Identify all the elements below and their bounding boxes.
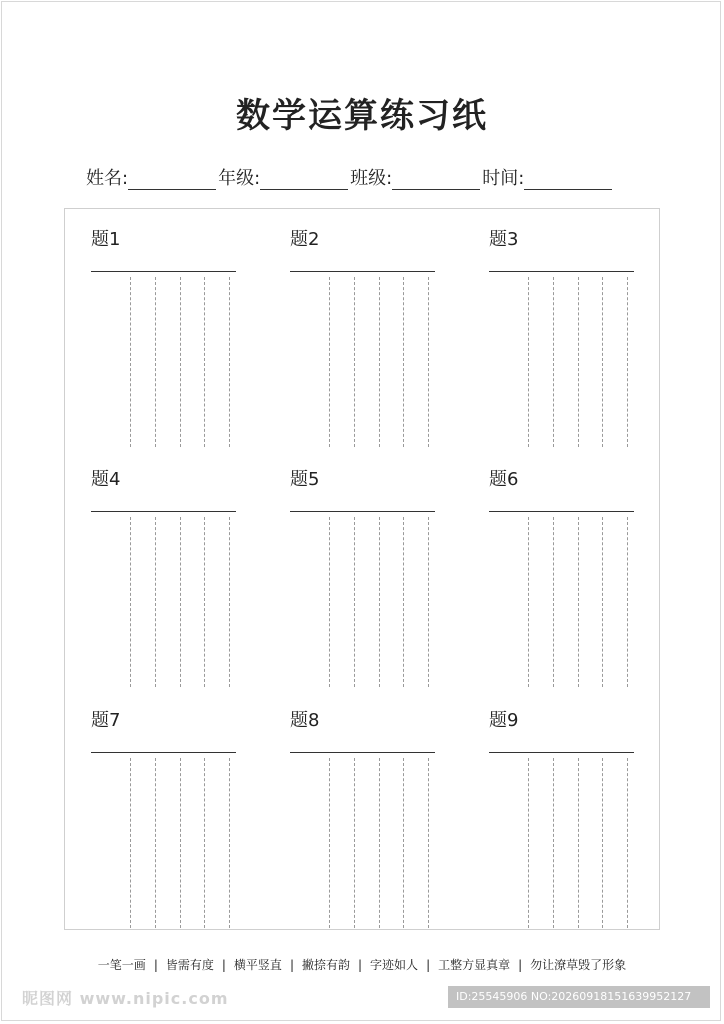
dashed-guide-line: [180, 277, 181, 447]
time-label: 时间:: [482, 168, 525, 189]
dashed-guide-line: [180, 758, 181, 928]
class-blank-line[interactable]: [392, 169, 480, 190]
dashed-guide-line: [155, 758, 156, 928]
class-field[interactable]: [350, 164, 482, 190]
footer-motto: 一笔一画: [97, 958, 146, 972]
footer-separator: |: [518, 958, 523, 972]
dashed-guide-line: [379, 517, 380, 687]
problem-cell: [91, 465, 236, 695]
problem-cell: [489, 706, 634, 936]
dashed-guide-line: [329, 517, 330, 687]
grade-field[interactable]: [218, 164, 350, 190]
dashed-guide-line: [428, 517, 429, 687]
dashed-guide-line: [553, 277, 554, 447]
dashed-guide-line: [130, 277, 131, 447]
dashed-guide-line: [403, 277, 404, 447]
name-label: 姓名:: [86, 168, 129, 189]
problem-underline: [489, 511, 634, 512]
problem-underline: [290, 752, 435, 753]
problem-underline: [290, 511, 435, 512]
problem-label: 题1: [91, 229, 121, 250]
problem-cell: [290, 225, 435, 455]
footer-motto: 皆需有度: [165, 958, 214, 972]
dashed-guide-line: [329, 758, 330, 928]
nipic-watermark: 昵图网 www.nipic.com: [22, 989, 229, 1008]
problem-cell: [290, 465, 435, 695]
footer-separator: |: [221, 958, 226, 972]
name-blank-line[interactable]: [128, 169, 216, 190]
dashed-guide-line: [528, 517, 529, 687]
problem-label: 题7: [91, 710, 121, 731]
problem-label: 题6: [489, 469, 519, 490]
problem-label: 题3: [489, 229, 519, 250]
grade-label: 年级:: [218, 168, 261, 189]
dashed-guide-line: [403, 517, 404, 687]
problem-cell: [489, 465, 634, 695]
problem-cell: [489, 225, 634, 455]
footer-motto: 横平竖直: [233, 958, 282, 972]
dashed-guide-line: [553, 758, 554, 928]
dashed-guide-line: [578, 277, 579, 447]
dashed-guide-line: [627, 517, 628, 687]
problem-label: 题5: [290, 469, 320, 490]
dashed-guide-line: [130, 517, 131, 687]
dashed-guide-line: [528, 758, 529, 928]
dashed-guide-line: [602, 277, 603, 447]
problem-underline: [489, 752, 634, 753]
dashed-guide-line: [428, 277, 429, 447]
dashed-guide-line: [155, 517, 156, 687]
class-label: 班级:: [350, 168, 393, 189]
footer-separator: |: [358, 958, 363, 972]
problem-label: 题4: [91, 469, 121, 490]
page-title: 数学运算练习纸: [236, 96, 488, 136]
dashed-guide-line: [229, 758, 230, 928]
dashed-guide-line: [627, 758, 628, 928]
dashed-guide-line: [229, 277, 230, 447]
dashed-guide-line: [204, 277, 205, 447]
time-blank-line[interactable]: [524, 169, 612, 190]
dashed-guide-line: [627, 277, 628, 447]
footer-separator: |: [289, 958, 294, 972]
dashed-guide-line: [602, 758, 603, 928]
student-info-row: [86, 164, 646, 190]
footer-motto: 字迹如人: [370, 958, 419, 972]
dashed-guide-line: [578, 758, 579, 928]
dashed-guide-line: [354, 517, 355, 687]
dashed-guide-line: [428, 758, 429, 928]
dashed-guide-line: [229, 517, 230, 687]
footer-motto: 勿让潦草毁了形象: [530, 958, 627, 972]
time-field[interactable]: [482, 164, 614, 190]
problem-underline: [290, 271, 435, 272]
dashed-guide-line: [578, 517, 579, 687]
dashed-guide-line: [204, 758, 205, 928]
dashed-guide-line: [130, 758, 131, 928]
problem-cell: [290, 706, 435, 936]
grade-blank-line[interactable]: [260, 169, 348, 190]
name-field[interactable]: [86, 164, 218, 190]
problem-underline: [91, 752, 236, 753]
dashed-guide-line: [329, 277, 330, 447]
problem-label: 题2: [290, 229, 320, 250]
footer-motto: 撇捺有韵: [301, 958, 350, 972]
dashed-guide-line: [379, 277, 380, 447]
dashed-guide-line: [354, 277, 355, 447]
dashed-guide-line: [204, 517, 205, 687]
dashed-guide-line: [528, 277, 529, 447]
dashed-guide-line: [602, 517, 603, 687]
dashed-guide-line: [155, 277, 156, 447]
footer-mottos: [0, 956, 724, 973]
dashed-guide-line: [403, 758, 404, 928]
footer-separator: |: [153, 958, 158, 972]
footer-motto: 工整方显真章: [438, 958, 511, 972]
problem-label: 题8: [290, 710, 320, 731]
problem-cell: [91, 706, 236, 936]
problem-underline: [91, 271, 236, 272]
problem-underline: [91, 511, 236, 512]
footer-separator: |: [426, 958, 431, 972]
dashed-guide-line: [354, 758, 355, 928]
problem-label: 题9: [489, 710, 519, 731]
problem-cell: [91, 225, 236, 455]
image-id-bar: ID:25545906 NO:20260918151639952127: [448, 986, 710, 1008]
dashed-guide-line: [553, 517, 554, 687]
work-area: [64, 208, 660, 930]
dashed-guide-line: [180, 517, 181, 687]
problem-underline: [489, 271, 634, 272]
dashed-guide-line: [379, 758, 380, 928]
